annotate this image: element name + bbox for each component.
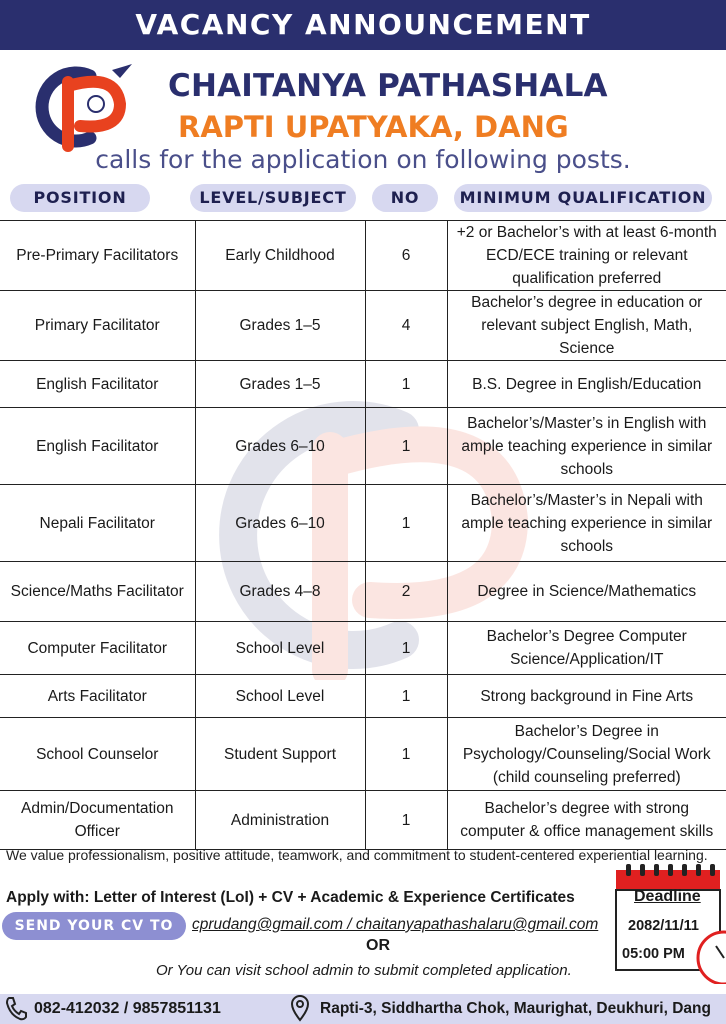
email-links[interactable]: cprudang@gmail.com / chaitanyapathashalaru@gmail.com bbox=[192, 916, 599, 933]
level-cell: Grades 6–10 bbox=[195, 408, 365, 485]
level-cell: School Level bbox=[195, 675, 365, 718]
level-cell: Grades 4–8 bbox=[195, 562, 365, 622]
vacancy-row bbox=[0, 221, 726, 291]
position-cell bbox=[0, 675, 195, 718]
school-name: CHAITANYA PATHASHALA bbox=[168, 68, 608, 104]
vacancy-row bbox=[0, 718, 726, 791]
deadline-title: Deadline bbox=[634, 888, 701, 905]
qualification-cell-line: relevant subject English, Math, Science bbox=[481, 317, 693, 357]
header-position: POSITION bbox=[10, 184, 150, 212]
qualification-cell-line: ample teaching experience in similar bbox=[461, 514, 713, 532]
position-cell bbox=[0, 361, 195, 408]
count-cell: 1 bbox=[365, 791, 447, 850]
vacancy-row bbox=[0, 291, 726, 361]
school-address: Rapti-3, Siddhartha Chok, Maurighat, Deukhuri, Dang bbox=[320, 1000, 711, 1017]
position-cell bbox=[0, 718, 195, 791]
qualification-cell-line: B.S. Degree in English/Education bbox=[472, 375, 702, 393]
qualification-cell bbox=[447, 291, 726, 361]
position-cell-line: School Counselor bbox=[36, 745, 159, 763]
phone-numbers[interactable]: 082-412032 / 9857851131 bbox=[34, 1000, 221, 1017]
vacancy-row bbox=[0, 485, 726, 562]
send-cv-label: SEND YOUR CV TO bbox=[2, 912, 186, 940]
qualification-cell bbox=[447, 718, 726, 791]
level-cell: Grades 1–5 bbox=[195, 361, 365, 408]
position-cell bbox=[0, 291, 195, 361]
qualification-cell-line: Science/Application/IT bbox=[510, 651, 664, 668]
count-cell: 1 bbox=[365, 675, 447, 718]
qualification-cell bbox=[447, 562, 726, 622]
qualification-cell-line: Psychology/Counseling/Social Work bbox=[462, 745, 711, 763]
apply-requirements: Apply with: Letter of Interest (LoI) + CV + Academic & Experience Certificates bbox=[6, 889, 575, 906]
count-cell: 1 bbox=[365, 361, 447, 408]
header-qualification: MINIMUM QUALIFICATION bbox=[454, 184, 712, 212]
count-cell: 2 bbox=[365, 562, 447, 622]
qualification-cell-line: ECD/ECE training or relevant bbox=[485, 247, 688, 264]
vacancy-row bbox=[0, 791, 726, 850]
qualification-cell-line: schools bbox=[560, 460, 614, 478]
position-cell bbox=[0, 221, 195, 291]
vacancy-row bbox=[0, 675, 726, 718]
qualification-cell-line: Bachelor’s Degree Computer bbox=[486, 628, 687, 645]
vacancy-row bbox=[0, 562, 726, 622]
qualification-cell-line: schools bbox=[560, 537, 614, 555]
position-cell-line: Computer Facilitator bbox=[27, 639, 168, 657]
position-cell bbox=[0, 791, 195, 850]
vacancy-row bbox=[0, 408, 726, 485]
qualification-cell bbox=[447, 791, 726, 850]
qualification-cell bbox=[447, 361, 726, 408]
callout-text: calls for the application on following posts. bbox=[95, 145, 631, 174]
school-location: RAPTI UPATYAKA, DANG bbox=[178, 110, 569, 144]
deadline-date: 2082/11/11 bbox=[628, 918, 699, 934]
count-cell: 1 bbox=[365, 718, 447, 791]
position-cell-line: Primary Facilitator bbox=[34, 317, 160, 334]
level-cell: Grades 1–5 bbox=[195, 291, 365, 361]
qualification-cell-line: (child counseling preferred) bbox=[492, 768, 681, 786]
position-cell-line: Admin/Documentation bbox=[21, 800, 174, 817]
position-cell-line: Nepali Facilitator bbox=[39, 514, 155, 532]
header-level: LEVEL/SUBJECT bbox=[190, 184, 356, 212]
qualification-cell-line: +2 or Bachelor’s with at least 6-month bbox=[456, 224, 717, 241]
position-cell-line: Science/Maths Facilitator bbox=[10, 583, 184, 600]
qualification-cell-line: Bachelor’s/Master’s in Nepali with bbox=[470, 491, 703, 509]
position-cell bbox=[0, 485, 195, 562]
banner-title: VACANCY ANNOUNCEMENT bbox=[135, 8, 591, 41]
position-cell-line: English Facilitator bbox=[36, 375, 159, 393]
position-cell bbox=[0, 408, 195, 485]
qualification-cell-line: computer & office management skills bbox=[460, 823, 714, 840]
or-text: OR bbox=[366, 937, 390, 954]
level-cell: Grades 6–10 bbox=[195, 485, 365, 562]
qualification-cell-line: Bachelor’s degree with strong bbox=[484, 800, 689, 817]
position-cell-line: Pre-Primary Facilitators bbox=[16, 247, 179, 264]
vacancy-table-wrap bbox=[0, 220, 726, 840]
header-no: NO bbox=[372, 184, 438, 212]
position-cell bbox=[0, 622, 195, 675]
visit-note: Or You can visit school admin to submit completed application. bbox=[156, 962, 572, 979]
qualification-cell bbox=[447, 221, 726, 291]
position-cell bbox=[0, 562, 195, 622]
announcement-banner bbox=[0, 0, 726, 50]
count-cell: 6 bbox=[365, 221, 447, 291]
count-cell: 1 bbox=[365, 622, 447, 675]
qualification-cell-line: Bachelor’s degree in education or bbox=[471, 294, 703, 311]
deadline-time: 05:00 PM bbox=[622, 946, 685, 962]
position-cell-line: English Facilitator bbox=[36, 437, 159, 455]
qualification-cell-line: ample teaching experience in similar bbox=[461, 437, 713, 455]
location-pin-icon bbox=[290, 994, 310, 1022]
values-note: We value professionalism, positive attitude, teamwork, and commitment to student-centered experiential learning. bbox=[6, 847, 708, 863]
qualification-cell bbox=[447, 485, 726, 562]
school-logo bbox=[20, 62, 138, 152]
qualification-cell-line: Bachelor’s/Master’s in English with bbox=[467, 414, 707, 432]
level-cell: School Level bbox=[195, 622, 365, 675]
position-cell-line: Officer bbox=[74, 823, 120, 840]
level-cell: Early Childhood bbox=[195, 221, 365, 291]
count-cell: 1 bbox=[365, 408, 447, 485]
level-cell: Administration bbox=[195, 791, 365, 850]
phone-icon bbox=[4, 995, 28, 1021]
vacancy-row bbox=[0, 361, 726, 408]
vacancy-table bbox=[0, 220, 726, 850]
qualification-cell bbox=[447, 675, 726, 718]
qualification-cell-line: Bachelor’s Degree in bbox=[514, 722, 659, 740]
qualification-cell bbox=[447, 622, 726, 675]
qualification-cell bbox=[447, 408, 726, 485]
count-cell: 4 bbox=[365, 291, 447, 361]
position-cell-line: Arts Facilitator bbox=[47, 687, 147, 705]
vacancy-row bbox=[0, 622, 726, 675]
count-cell: 1 bbox=[365, 485, 447, 562]
qualification-cell-line: Strong background in Fine Arts bbox=[480, 687, 694, 705]
level-cell: Student Support bbox=[195, 718, 365, 791]
qualification-cell-line: Degree in Science/Mathematics bbox=[477, 583, 697, 600]
qualification-cell-line: qualification preferred bbox=[512, 270, 662, 287]
